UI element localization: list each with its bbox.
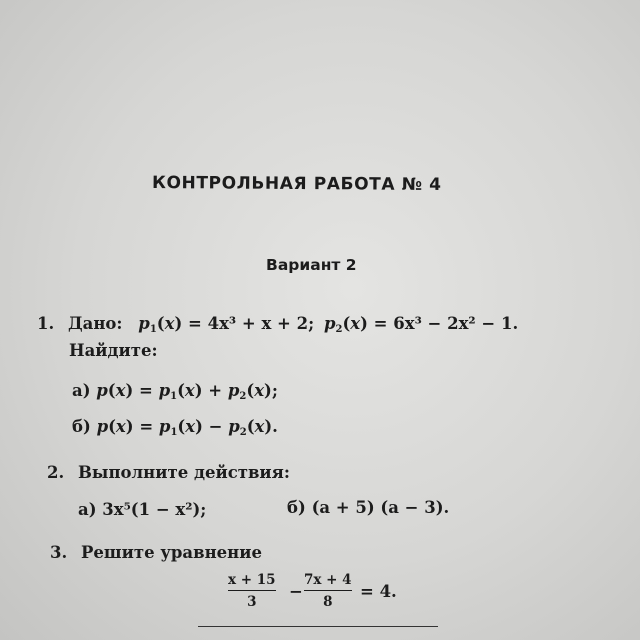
task3-number: 3.	[50, 543, 68, 562]
task3-frac1-numerator: x + 15	[228, 572, 276, 588]
task3-frac2-denominator: 8	[323, 594, 333, 610]
task1-b-expr: $p(x) = p_1(x) - p_2(x)$.	[96, 417, 278, 438]
task2-a-label: а)	[78, 500, 97, 519]
task3-heading	[50, 543, 262, 562]
task1-p2-lhs: $p_2(x)$ =	[323, 314, 388, 335]
task2-heading	[47, 463, 290, 482]
task1-find: Найдите:	[69, 341, 158, 360]
task1-item-a	[72, 381, 278, 400]
task3-rhs: = 4.	[360, 582, 397, 601]
task2-item-b	[287, 498, 449, 517]
task1-given-line	[37, 314, 518, 333]
variant-heading: Вариант 2	[266, 256, 357, 274]
task2-b-expr: (a + 5) (a − 3).	[311, 498, 450, 517]
task1-a-label: а)	[72, 381, 91, 400]
task3-fraction-1	[228, 572, 276, 610]
task1-item-b	[72, 417, 278, 436]
task3-fraction-2	[304, 572, 352, 610]
task1-a-expr: $p(x) = p_1(x) + p_2(x)$;	[96, 381, 278, 402]
task3-frac1-denominator: 3	[247, 594, 257, 610]
task3-frac2-numerator: 7x + 4	[304, 572, 352, 588]
task1-p1-expr: 4x³ + x + 2;	[207, 314, 315, 333]
task1-number: 1.	[37, 314, 55, 333]
task1-b-label: б)	[72, 417, 91, 436]
worksheet-title: КОНТРОЛЬНАЯ РАБОТА № 4	[151, 172, 442, 196]
task3-minus: −	[289, 582, 303, 601]
task2-text: Выполните действия:	[77, 463, 290, 482]
task1-p1-lhs: $p_1(x)$ =	[138, 314, 202, 335]
fraction-bar	[304, 590, 352, 591]
task2-number: 2.	[47, 463, 65, 482]
task1-given-label: Дано:	[67, 314, 123, 333]
task2-a-expr: 3x⁵(1 − x²);	[102, 500, 207, 519]
bottom-divider	[198, 626, 438, 627]
fraction-bar	[228, 590, 276, 591]
task2-b-label: б)	[287, 498, 306, 517]
task3-text: Решите уравнение	[80, 543, 262, 562]
task2-item-a	[78, 500, 206, 519]
task1-p2-expr: 6x³ − 2x² − 1.	[393, 314, 519, 333]
